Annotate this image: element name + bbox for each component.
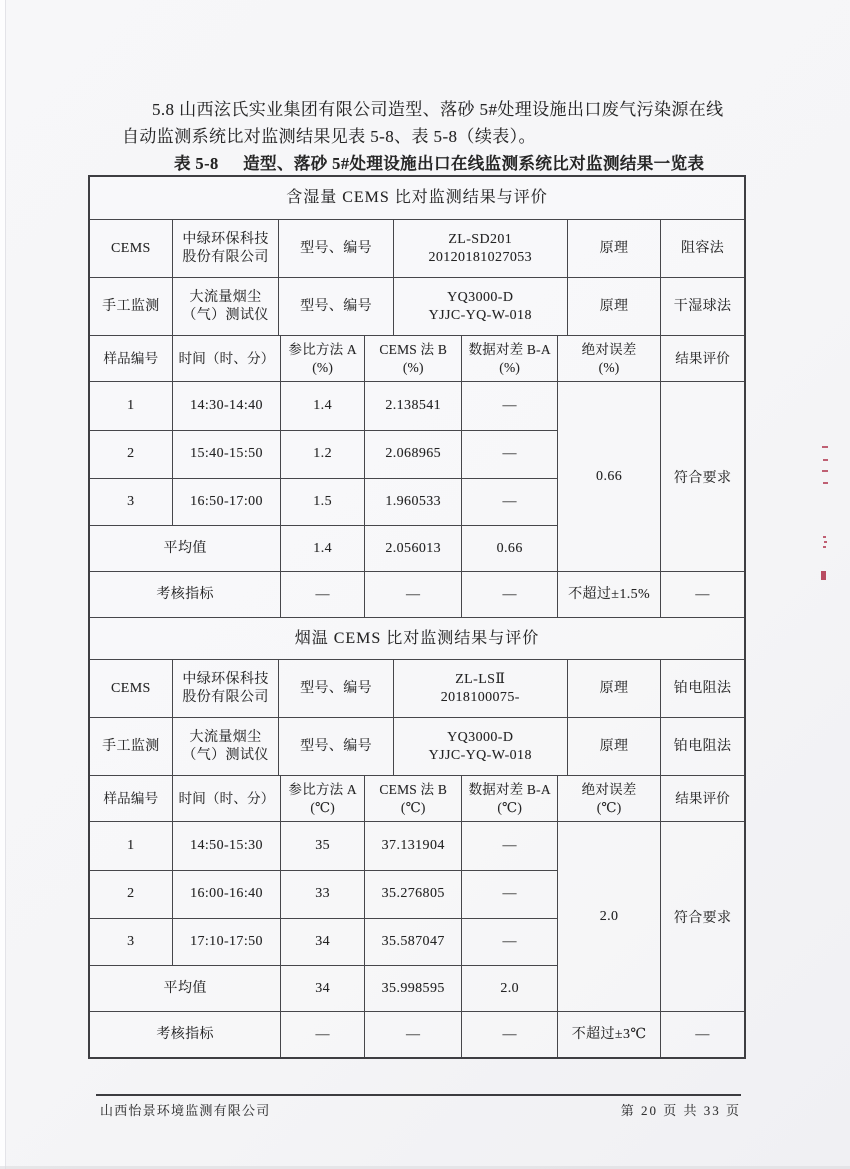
assessment-row: [90, 571, 744, 617]
sample-no-cell: 2: [127, 446, 135, 462]
header-sample-no: 样品编号: [103, 790, 159, 806]
cems-value-cell: 35.276805: [364, 871, 461, 918]
section-title-row: [90, 177, 744, 219]
data-header-row: [90, 775, 744, 821]
cems-org-cell: [172, 220, 279, 277]
merged-cells-group: [557, 822, 744, 1011]
assessment-result-cell: —: [660, 1012, 744, 1057]
table-row: [90, 430, 557, 478]
cems-value-cell: 2.138541: [364, 382, 461, 430]
diff-cell: —: [461, 479, 556, 526]
assessment-label-cell: 考核指标: [156, 1026, 214, 1042]
section-title-row: [90, 617, 744, 659]
time-cell: 15:40-15:50: [172, 431, 281, 478]
comparison-results-table: [88, 175, 746, 1059]
intro-paragraph: [88, 96, 760, 150]
ref-value-cell: 35: [280, 822, 364, 870]
principle-label-cell: 原理: [567, 660, 661, 717]
assessment-diff-cell: —: [461, 572, 556, 617]
model-value-cell: [393, 660, 567, 717]
model-value-cell: [393, 220, 567, 277]
cems-label-cell: CEMS: [111, 680, 151, 696]
cems-org-cell: [172, 660, 279, 717]
header-time: 时间（时、分）: [172, 776, 281, 821]
header-result: 结果评价: [660, 336, 744, 381]
principle-value-cell: 铂电阻法: [660, 660, 744, 717]
cems-org-line2: 股份有限公司: [182, 249, 269, 265]
merged-cells-group: [557, 382, 744, 571]
manual-org-line1: 大流量烟尘: [189, 729, 262, 745]
manual-org-cell: [172, 718, 279, 775]
sample-no-cell: 3: [127, 493, 135, 509]
footer-divider: [96, 1094, 741, 1096]
table-row: [90, 918, 557, 966]
assessment-cems-cell: —: [364, 1012, 461, 1057]
model-value-line2: 20120181027053: [428, 249, 533, 265]
assessment-diff-cell: —: [461, 1012, 556, 1057]
section-title: 烟温 CEMS 比对监测结果与评价: [294, 629, 540, 647]
cems-value-cell: 35.587047: [364, 919, 461, 966]
sample-no-cell: 3: [127, 933, 135, 949]
average-diff-cell: 2.0: [461, 966, 556, 1011]
scan-red-mark: [824, 541, 827, 543]
header-time: 时间（时、分）: [172, 336, 281, 381]
cems-value-cell: 2.068965: [364, 431, 461, 478]
manual-org-line2: （气）测试仪: [182, 747, 269, 763]
principle-label-cell: 原理: [567, 718, 661, 775]
principle-label-cell: 原理: [567, 220, 661, 277]
model-value-line2: YJJC-YQ-W-018: [428, 307, 532, 323]
ref-value-cell: 1.4: [280, 382, 364, 430]
table-row: [90, 870, 557, 918]
header-cems-method: CEMS 法 B (%): [364, 336, 461, 381]
header-data-diff: 数据对差 B-A (%): [461, 336, 556, 381]
intro-line-1: 5.8 山西泫氏实业集团有限公司造型、落砂 5#处理设施出口废气污染源在线: [152, 100, 724, 119]
model-value-line2: 2018100075-: [440, 689, 520, 705]
diff-cell: —: [461, 919, 556, 966]
header-abs-error: 绝对误差 (℃): [557, 776, 660, 821]
section-title: 含湿量 CEMS 比对监测结果与评价: [286, 189, 548, 206]
scan-edge-left: [0, 0, 6, 1169]
average-cems-cell: 35.998595: [364, 966, 461, 1011]
assessment-abs-cell: 不超过±1.5%: [557, 572, 660, 617]
time-cell: 14:50-15:30: [172, 822, 281, 870]
average-ref-cell: 34: [280, 966, 364, 1011]
result-merged-cell: 符合要求: [660, 822, 744, 1011]
average-label-cell: 平均值: [163, 540, 207, 556]
ref-value-cell: 34: [280, 919, 364, 966]
average-row: [90, 525, 557, 571]
sample-no-cell: 1: [127, 837, 135, 853]
scan-red-mark: [823, 459, 828, 461]
model-label-cell: 型号、编号: [278, 718, 392, 775]
intro-line-2: 自动监测系统比对监测结果见表 5-8、表 5-8（续表）。: [122, 127, 536, 146]
table-caption-number: 表 5-8: [174, 154, 219, 173]
cems-org-line2: 股份有限公司: [182, 689, 269, 705]
principle-value-cell: 铂电阻法: [660, 718, 744, 775]
model-value-cell: [393, 718, 567, 775]
scan-red-mark: [823, 482, 828, 484]
manual-info-row: [90, 717, 744, 775]
principle-value-cell: 阻容法: [660, 220, 744, 277]
model-value-line1: YQ3000-D: [447, 289, 514, 305]
principle-label-cell: 原理: [567, 278, 661, 335]
table-caption: [88, 150, 746, 174]
abs-error-merged-cell: 2.0: [557, 822, 660, 1011]
time-cell: 17:10-17:50: [172, 919, 281, 966]
ref-value-cell: 1.2: [280, 431, 364, 478]
scan-red-mark: [822, 470, 828, 472]
result-merged-cell: 符合要求: [660, 382, 744, 571]
manual-label-cell: 手工监测: [102, 298, 160, 314]
header-reference-method: 参比方法 A (℃): [280, 776, 364, 821]
average-label-cell: 平均值: [163, 980, 207, 996]
assessment-ref-cell: —: [280, 572, 364, 617]
average-diff-cell: 0.66: [461, 526, 556, 571]
manual-org-cell: [172, 278, 279, 335]
model-value-cell: [393, 278, 567, 335]
sample-no-cell: 2: [127, 886, 135, 902]
manual-org-line1: 大流量烟尘: [189, 289, 262, 305]
scan-red-mark: [821, 571, 826, 580]
cems-value-cell: 37.131904: [364, 822, 461, 870]
footer-company-name: 山西怡景环境监测有限公司: [100, 1103, 271, 1118]
table-row: [90, 382, 557, 430]
model-label-cell: 型号、编号: [278, 220, 392, 277]
ref-value-cell: 33: [280, 871, 364, 918]
header-cems-method: CEMS 法 B (℃): [364, 776, 461, 821]
sample-no-cell: 1: [127, 397, 135, 413]
header-result: 结果评价: [660, 776, 744, 821]
header-sample-no: 样品编号: [103, 350, 159, 366]
cems-org-line1: 中绿环保科技: [182, 231, 269, 247]
diff-cell: —: [461, 382, 556, 430]
cems-value-cell: 1.960533: [364, 479, 461, 526]
section-humidity-cems: [90, 177, 744, 617]
abs-error-merged-cell: 0.66: [557, 382, 660, 571]
assessment-result-cell: —: [660, 572, 744, 617]
average-cems-cell: 2.056013: [364, 526, 461, 571]
data-rows-group: [90, 822, 557, 1011]
table-row: [90, 822, 557, 870]
scan-red-mark: [823, 546, 826, 548]
assessment-cems-cell: —: [364, 572, 461, 617]
manual-label-cell: 手工监测: [102, 738, 160, 754]
time-cell: 16:00-16:40: [172, 871, 281, 918]
model-label-cell: 型号、编号: [278, 278, 392, 335]
scan-red-mark: [823, 536, 826, 538]
section-temperature-cems: [90, 617, 744, 1057]
table-row: [90, 478, 557, 526]
model-value-line1: ZL-LSⅡ: [455, 671, 506, 687]
table-caption-title: 造型、落砂 5#处理设施出口在线监测系统比对监测结果一览表: [243, 154, 705, 173]
header-reference-method: 参比方法 A (%): [280, 336, 364, 381]
model-value-line1: ZL-SD201: [448, 231, 513, 247]
header-abs-error: 绝对误差 (%): [557, 336, 660, 381]
assessment-abs-cell: 不超过±3℃: [557, 1012, 660, 1057]
cems-info-row: [90, 219, 744, 277]
data-rows-group: [90, 382, 557, 571]
diff-cell: —: [461, 871, 556, 918]
header-data-diff: 数据对差 B-A (℃): [461, 776, 556, 821]
assessment-row: [90, 1011, 744, 1057]
data-body: [90, 821, 744, 1011]
principle-value-cell: 干湿球法: [660, 278, 744, 335]
time-cell: 16:50-17:00: [172, 479, 281, 526]
ref-value-cell: 1.5: [280, 479, 364, 526]
data-header-row: [90, 335, 744, 381]
assessment-label-cell: 考核指标: [156, 586, 214, 602]
manual-org-line2: （气）测试仪: [182, 307, 269, 323]
scan-red-mark: [822, 446, 828, 448]
footer-page-number: 第 20 页 共 33 页: [620, 1103, 741, 1118]
diff-cell: —: [461, 822, 556, 870]
model-label-cell: 型号、编号: [278, 660, 392, 717]
manual-info-row: [90, 277, 744, 335]
assessment-ref-cell: —: [280, 1012, 364, 1057]
cems-label-cell: CEMS: [111, 240, 151, 256]
average-ref-cell: 1.4: [280, 526, 364, 571]
cems-org-line1: 中绿环保科技: [182, 671, 269, 687]
time-cell: 14:30-14:40: [172, 382, 281, 430]
model-value-line1: YQ3000-D: [447, 729, 514, 745]
model-value-line2: YJJC-YQ-W-018: [428, 747, 532, 763]
data-body: [90, 381, 744, 571]
cems-info-row: [90, 659, 744, 717]
diff-cell: —: [461, 431, 556, 478]
average-row: [90, 965, 557, 1011]
